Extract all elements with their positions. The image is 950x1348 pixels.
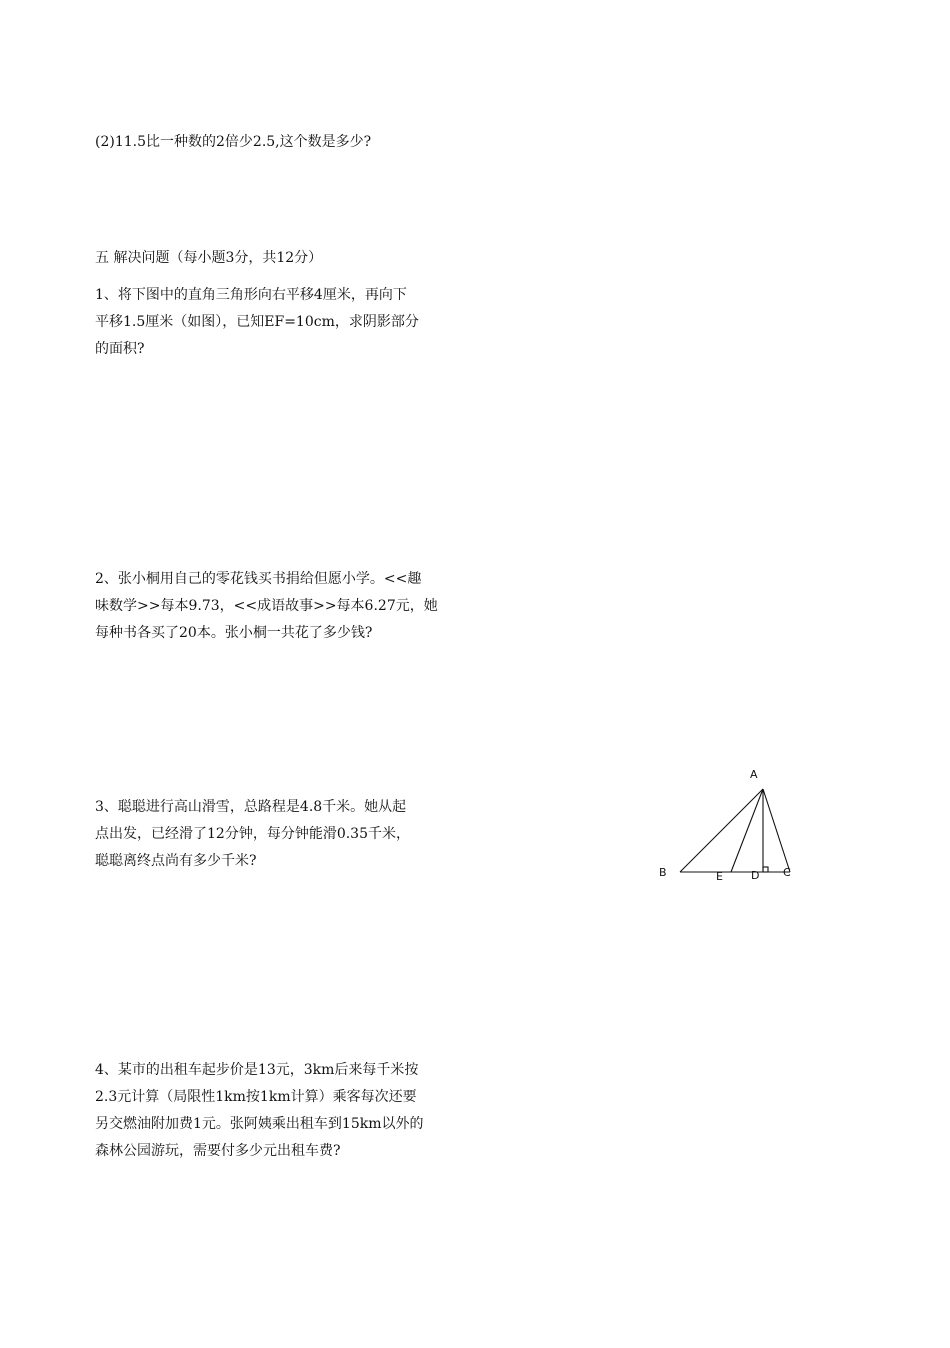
problem-2-line-1: 2、张小桐用自己的零花钱买书捐给但愿小学。<<趣 [95,571,422,587]
segment-ab [680,789,763,872]
problem-2-line-3: 每种书各买了20本。张小桐一共花了多少钱? [95,625,373,641]
problem-2-line-2: 味数学>>每本9.73，<<成语故事>>每本6.27元，她 [95,598,438,614]
problem-3-line-3: 聪聪离终点尚有多少千米? [95,853,257,869]
problem-4 [95,1057,475,1165]
problem-1 [95,282,475,363]
problem-1-line-1: 1、将下图中的直角三角形向右平移4厘米，再向下 [95,287,407,303]
problem-4-line-4: 森林公园游玩，需要付多少元出租车费? [95,1143,341,1159]
section-5-heading: 五 解决问题（每小题3分，共12分） [95,250,323,266]
problem-1-line-2: 平移1.5厘米（如图），已知EF=10cm，求阴影部分 [95,314,419,330]
label-c: C [783,866,791,879]
segment-ac [763,789,790,872]
question-2-part-2: (2)11.5比一种数的2倍少2.5,这个数是多少? [95,134,372,150]
label-e: E [716,870,723,883]
problem-1-line-3: 的面积? [95,341,145,357]
label-a: A [750,768,758,781]
problem-4-line-2: 2.3元计算（局限性1km按1km计算）乘客每次还要 [95,1089,417,1105]
triangle-figure [650,760,800,885]
problem-3-line-1: 3、聪聪进行高山滑雪，总路程是4.8千米。她从起 [95,799,407,815]
problem-2 [95,566,475,647]
problem-3 [95,794,475,875]
problem-4-line-3: 另交燃油附加费1元。张阿姨乘出租车到15km以外的 [95,1116,424,1132]
right-angle-marker [763,867,768,872]
problem-3-line-2: 点出发，已经滑了12分钟，每分钟能滑0.35千米， [95,826,410,842]
problem-4-line-1: 4、某市的出租车起步价是13元，3km后来每千米按 [95,1062,419,1078]
label-d: D [751,869,760,882]
segment-ae [731,789,763,872]
label-b: B [659,866,667,879]
